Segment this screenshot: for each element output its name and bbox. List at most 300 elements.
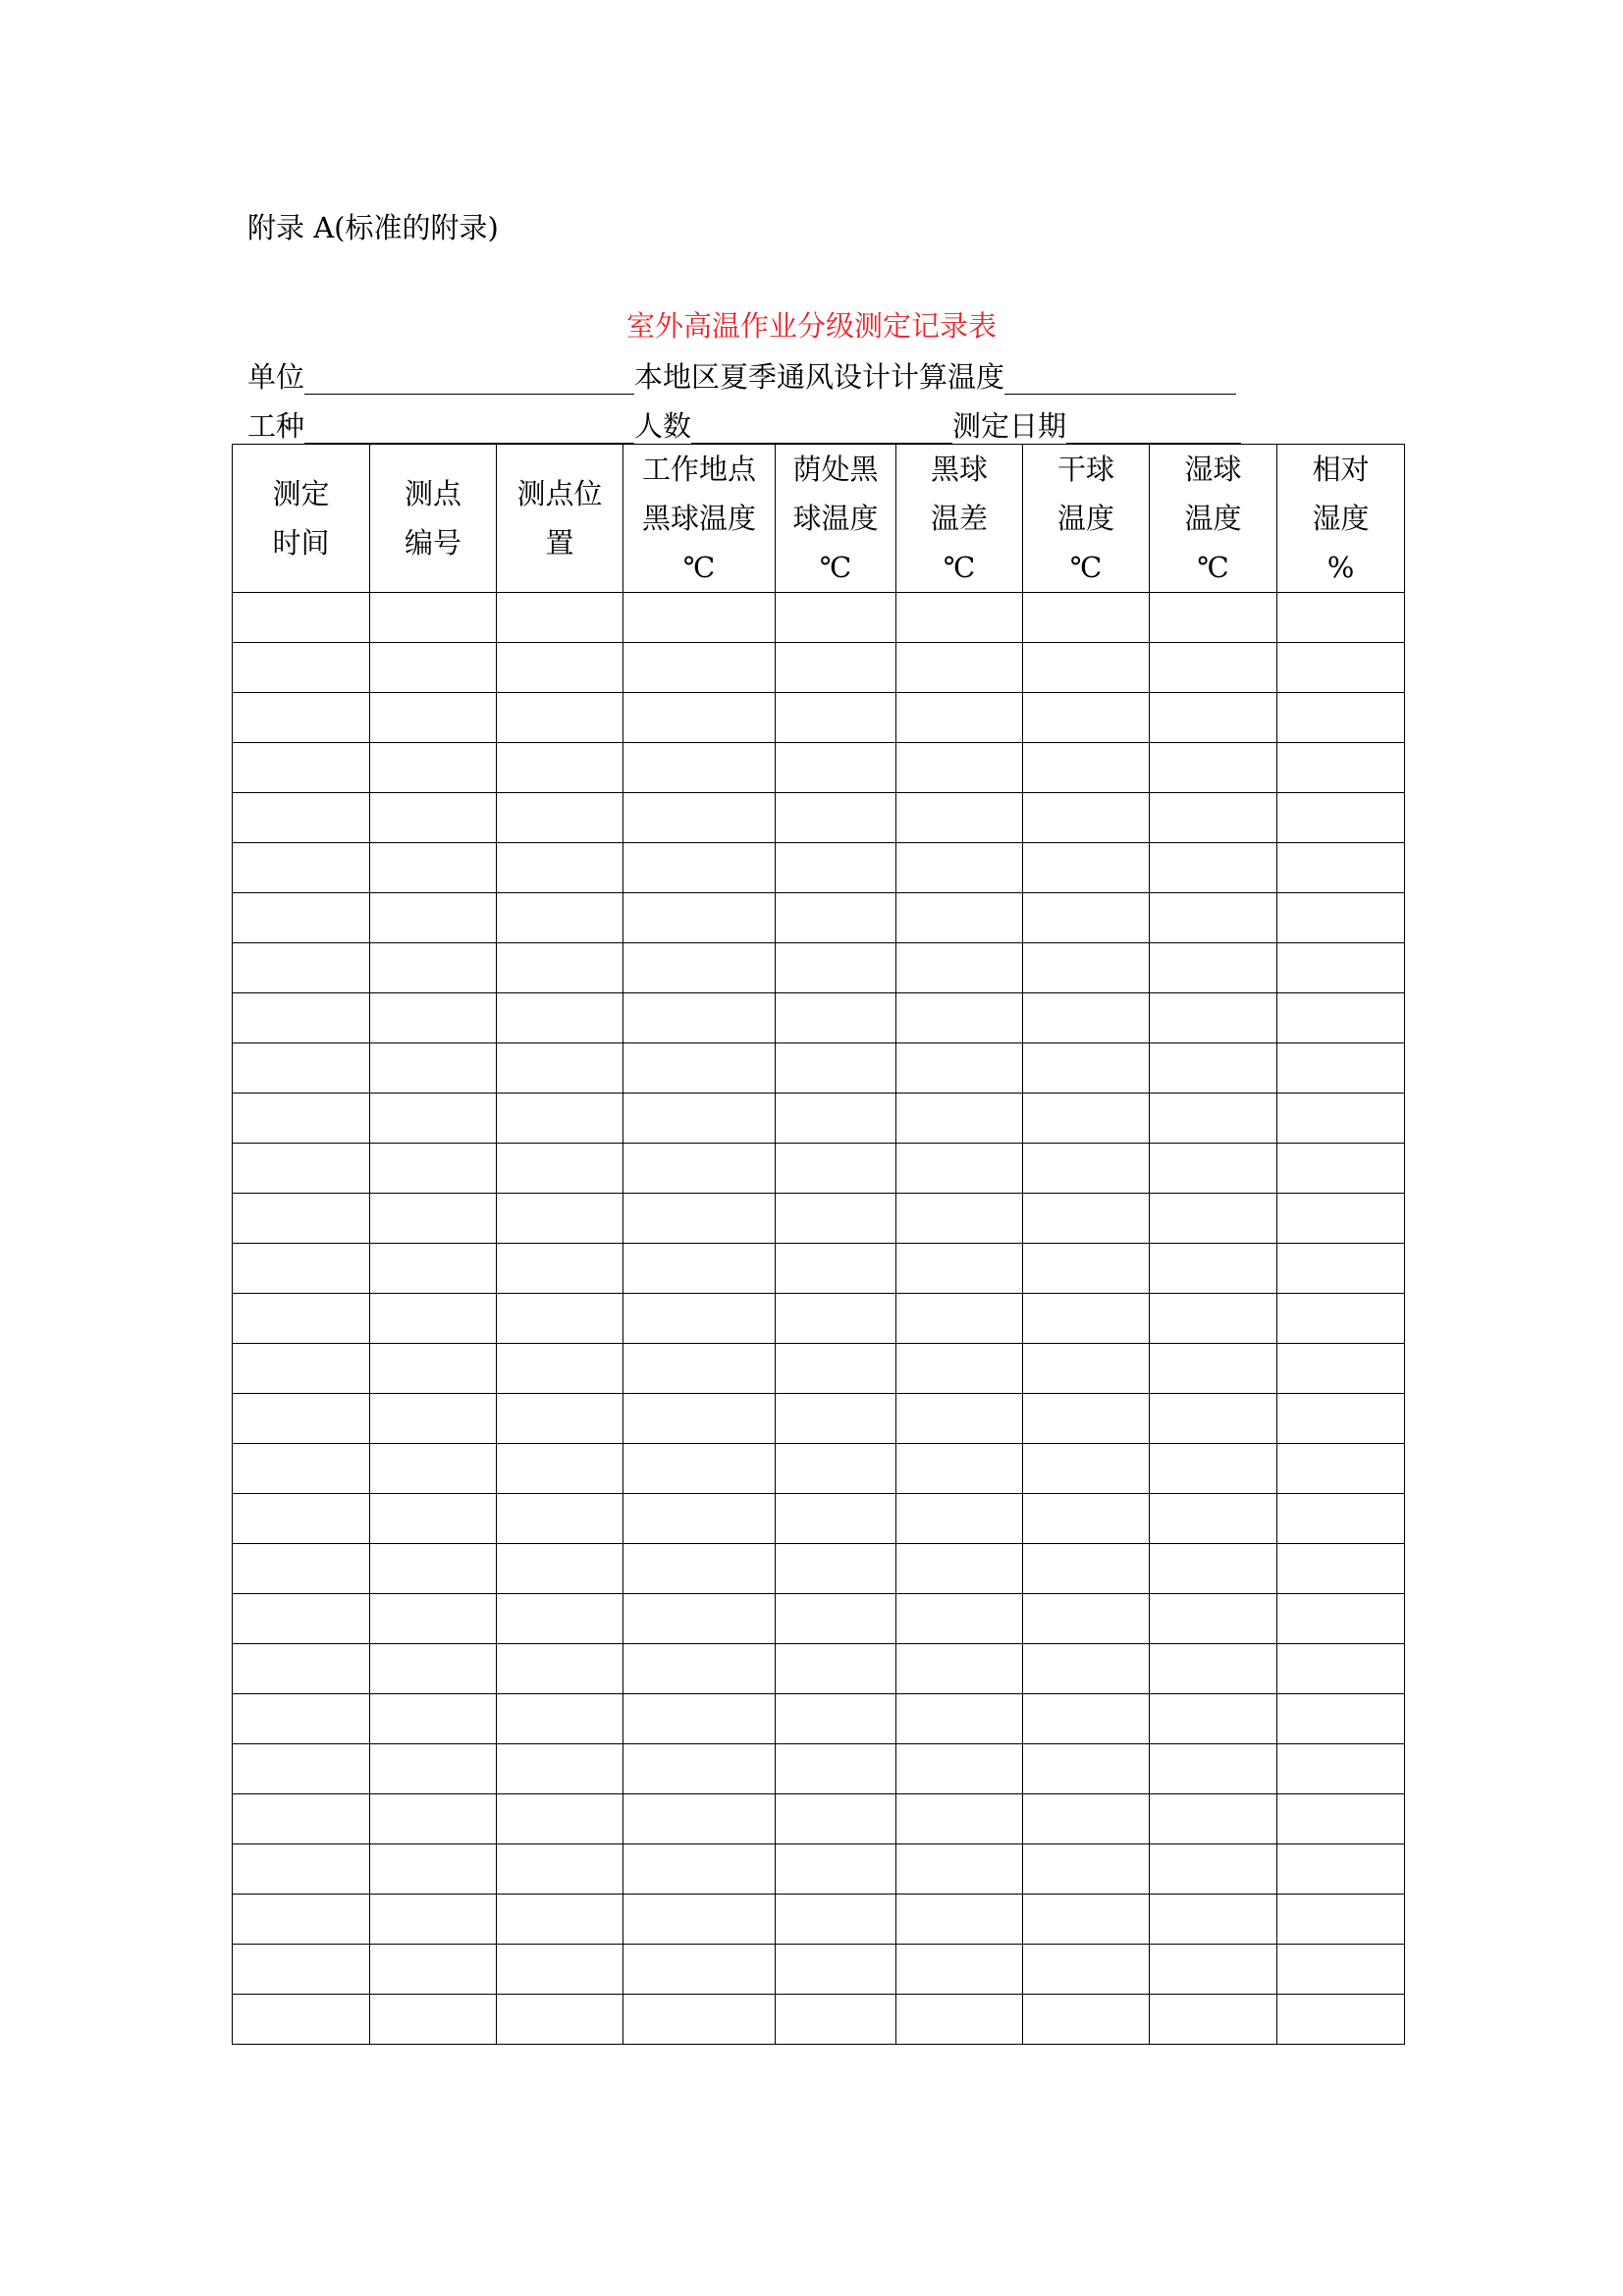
table-cell[interactable] <box>1150 593 1277 643</box>
table-cell[interactable] <box>1023 1694 1150 1744</box>
table-cell[interactable] <box>233 1244 370 1294</box>
table-cell[interactable] <box>623 1194 776 1244</box>
table-cell[interactable] <box>233 1694 370 1744</box>
table-cell[interactable] <box>1277 1144 1405 1194</box>
table-cell[interactable] <box>370 643 497 693</box>
table-cell[interactable] <box>1277 1744 1405 1794</box>
table-cell[interactable] <box>370 1744 497 1794</box>
table-cell[interactable] <box>776 1043 896 1094</box>
table-cell[interactable] <box>896 993 1023 1043</box>
table-cell[interactable] <box>623 1043 776 1094</box>
table-row <box>233 1043 1405 1094</box>
table-cell[interactable] <box>1277 1194 1405 1244</box>
table-cell[interactable] <box>1277 643 1405 693</box>
table-cell[interactable] <box>896 693 1023 743</box>
table-cell[interactable] <box>370 693 497 743</box>
table-cell[interactable] <box>1023 1844 1150 1895</box>
table-cell[interactable] <box>623 1995 776 2045</box>
table-cell[interactable] <box>1150 1194 1277 1244</box>
table-cell[interactable] <box>776 1895 896 1945</box>
column-header-line: 编号 <box>404 526 461 560</box>
table-cell[interactable] <box>776 1844 896 1895</box>
table-cell[interactable] <box>1150 1644 1277 1694</box>
table-cell[interactable] <box>1150 843 1277 893</box>
table-cell[interactable] <box>1150 1244 1277 1294</box>
table-cell[interactable] <box>896 1544 1023 1594</box>
table-cell[interactable] <box>497 793 623 843</box>
table-cell[interactable] <box>896 1094 1023 1144</box>
table-cell[interactable] <box>776 743 896 793</box>
table-row <box>233 1244 1405 1294</box>
table-cell[interactable] <box>776 1744 896 1794</box>
table-cell[interactable] <box>233 1043 370 1094</box>
column-header-line: ℃ <box>1069 551 1103 584</box>
table-cell[interactable] <box>233 1144 370 1194</box>
table-cell[interactable] <box>233 943 370 993</box>
table-cell[interactable] <box>623 1544 776 1594</box>
table-cell[interactable] <box>776 1494 896 1544</box>
table-cell[interactable] <box>896 1344 1023 1394</box>
table-cell[interactable] <box>370 1294 497 1344</box>
table-cell[interactable] <box>370 1344 497 1394</box>
table-cell[interactable] <box>623 693 776 743</box>
table-cell[interactable] <box>623 993 776 1043</box>
table-cell[interactable] <box>623 1644 776 1694</box>
table-cell[interactable] <box>497 1444 623 1494</box>
table-cell[interactable] <box>1277 1394 1405 1444</box>
table-cell[interactable] <box>623 793 776 843</box>
table-cell[interactable] <box>1150 1995 1277 2045</box>
table-cell[interactable] <box>776 893 896 943</box>
table-cell[interactable] <box>1150 1094 1277 1144</box>
table-cell[interactable] <box>370 1394 497 1444</box>
table-cell[interactable] <box>623 1344 776 1394</box>
table-cell[interactable] <box>1277 1094 1405 1144</box>
table-cell[interactable] <box>1150 1394 1277 1444</box>
table-cell[interactable] <box>233 843 370 893</box>
header-fields-row-2 <box>247 404 1241 448</box>
table-cell[interactable] <box>370 1244 497 1294</box>
table-cell[interactable] <box>896 1194 1023 1244</box>
table-cell[interactable] <box>896 643 1023 693</box>
table-cell[interactable] <box>1277 1945 1405 1995</box>
table-cell[interactable] <box>1023 743 1150 793</box>
table-cell[interactable] <box>1277 743 1405 793</box>
table-cell[interactable] <box>896 1694 1023 1744</box>
summer-temp-blank[interactable] <box>1004 360 1236 395</box>
column-header-line: 温度 <box>1056 502 1114 535</box>
table-cell[interactable] <box>1023 1294 1150 1344</box>
table-cell[interactable] <box>233 643 370 693</box>
table-cell[interactable] <box>233 1294 370 1344</box>
table-cell[interactable] <box>370 593 497 643</box>
table-cell[interactable] <box>497 943 623 993</box>
column-header-line: 温度 <box>1184 502 1242 535</box>
column-header-5 <box>776 445 896 593</box>
table-cell[interactable] <box>623 1744 776 1794</box>
table-cell[interactable] <box>1023 1344 1150 1394</box>
table-row <box>233 1544 1405 1594</box>
table-cell[interactable] <box>896 1043 1023 1094</box>
table-cell[interactable] <box>233 1594 370 1644</box>
table-cell[interactable] <box>497 1945 623 1995</box>
table-cell[interactable] <box>1150 643 1277 693</box>
table-row <box>233 593 1405 643</box>
table-cell[interactable] <box>623 1494 776 1544</box>
table-cell[interactable] <box>623 1844 776 1895</box>
table-cell[interactable] <box>776 1794 896 1844</box>
table-cell[interactable] <box>370 943 497 993</box>
table-cell[interactable] <box>1023 643 1150 693</box>
table-cell[interactable] <box>497 1995 623 2045</box>
table-cell[interactable] <box>1277 1294 1405 1344</box>
table-cell[interactable] <box>1277 1995 1405 2045</box>
table-cell[interactable] <box>776 593 896 643</box>
table-cell[interactable] <box>370 1945 497 1995</box>
table-header <box>233 445 1405 593</box>
table-row <box>233 743 1405 793</box>
job-type-blank[interactable] <box>304 409 634 444</box>
table-cell[interactable] <box>776 943 896 993</box>
table-cell[interactable] <box>370 993 497 1043</box>
table-cell[interactable] <box>497 1294 623 1344</box>
table-cell[interactable] <box>896 743 1023 793</box>
table-cell[interactable] <box>497 1544 623 1594</box>
table-cell[interactable] <box>1023 1594 1150 1644</box>
table-cell[interactable] <box>896 1244 1023 1294</box>
table-cell[interactable] <box>233 743 370 793</box>
table-cell[interactable] <box>776 1694 896 1744</box>
table-cell[interactable] <box>896 1444 1023 1494</box>
table-cell[interactable] <box>1023 1094 1150 1144</box>
table-cell[interactable] <box>1277 1043 1405 1094</box>
column-header-line: 测点位 <box>516 477 603 510</box>
table-cell[interactable] <box>233 1644 370 1694</box>
table-cell[interactable] <box>776 1945 896 1995</box>
table-cell[interactable] <box>896 1144 1023 1194</box>
table-cell[interactable] <box>233 1895 370 1945</box>
table-cell[interactable] <box>1277 1794 1405 1844</box>
column-header-line: 球温度 <box>792 502 879 535</box>
table-cell[interactable] <box>1277 893 1405 943</box>
table-cell[interactable] <box>1150 943 1277 993</box>
table-cell[interactable] <box>370 1043 497 1094</box>
table-cell[interactable] <box>1150 1344 1277 1394</box>
table-cell[interactable] <box>1150 693 1277 743</box>
table-cell[interactable] <box>233 1394 370 1444</box>
table-cell[interactable] <box>896 893 1023 943</box>
table-cell[interactable] <box>497 1043 623 1094</box>
table-cell[interactable] <box>1277 693 1405 743</box>
table-cell[interactable] <box>1277 1594 1405 1644</box>
table-cell[interactable] <box>497 893 623 943</box>
table-cell[interactable] <box>896 1494 1023 1544</box>
table-cell[interactable] <box>1150 993 1277 1043</box>
table-cell[interactable] <box>623 1594 776 1644</box>
column-header-line: 湿度 <box>1312 502 1370 535</box>
table-cell[interactable] <box>1150 1544 1277 1594</box>
table-cell[interactable] <box>1150 1294 1277 1344</box>
table-cell[interactable] <box>776 1444 896 1494</box>
table-cell[interactable] <box>776 1094 896 1144</box>
table-cell[interactable] <box>1150 1043 1277 1094</box>
table-cell[interactable] <box>497 1494 623 1544</box>
table-cell[interactable] <box>1150 1594 1277 1644</box>
table-cell[interactable] <box>1150 1144 1277 1194</box>
table-cell[interactable] <box>1277 793 1405 843</box>
table-cell[interactable] <box>1023 1945 1150 1995</box>
table-cell[interactable] <box>497 1895 623 1945</box>
table-cell[interactable] <box>497 1794 623 1844</box>
column-header-line: % <box>1326 551 1355 584</box>
table-cell[interactable] <box>776 1244 896 1294</box>
table-cell[interactable] <box>497 1694 623 1744</box>
table-cell[interactable] <box>1277 1844 1405 1895</box>
table-cell[interactable] <box>370 1644 497 1694</box>
table-cell[interactable] <box>497 643 623 693</box>
table-cell[interactable] <box>1023 1644 1150 1694</box>
table-cell[interactable] <box>233 1995 370 2045</box>
headcount-blank[interactable] <box>691 409 952 444</box>
table-cell[interactable] <box>497 1194 623 1244</box>
table-cell[interactable] <box>896 1294 1023 1344</box>
column-header-line: 干球 <box>1056 453 1114 486</box>
table-cell[interactable] <box>896 593 1023 643</box>
table-cell[interactable] <box>623 1094 776 1144</box>
table-cell[interactable] <box>497 1844 623 1895</box>
table-cell[interactable] <box>1023 1544 1150 1594</box>
table-row <box>233 943 1405 993</box>
table-cell[interactable] <box>776 993 896 1043</box>
table-cell[interactable] <box>497 593 623 643</box>
table-cell[interactable] <box>896 1945 1023 1995</box>
table-cell[interactable] <box>1150 1694 1277 1744</box>
table-cell[interactable] <box>1023 1194 1150 1244</box>
table-cell[interactable] <box>497 1244 623 1294</box>
table-cell[interactable] <box>896 1644 1023 1694</box>
table-cell[interactable] <box>896 1744 1023 1794</box>
table-cell[interactable] <box>497 1094 623 1144</box>
table-row <box>233 1294 1405 1344</box>
table-cell[interactable] <box>1277 843 1405 893</box>
table-cell[interactable] <box>776 643 896 693</box>
table-cell[interactable] <box>1023 943 1150 993</box>
table-cell[interactable] <box>1150 1844 1277 1895</box>
table-cell[interactable] <box>233 1794 370 1844</box>
table-cell[interactable] <box>497 743 623 793</box>
table-cell[interactable] <box>497 1394 623 1444</box>
table-cell[interactable] <box>1023 1394 1150 1444</box>
table-cell[interactable] <box>1150 1444 1277 1494</box>
table-cell[interactable] <box>776 1294 896 1344</box>
column-header-8 <box>1150 445 1277 593</box>
table-cell[interactable] <box>896 843 1023 893</box>
table-cell[interactable] <box>497 993 623 1043</box>
table-cell[interactable] <box>233 993 370 1043</box>
table-cell[interactable] <box>776 843 896 893</box>
table-cell[interactable] <box>233 593 370 643</box>
table-cell[interactable] <box>370 743 497 793</box>
table-cell[interactable] <box>623 1694 776 1744</box>
table-cell[interactable] <box>370 1895 497 1945</box>
table-cell[interactable] <box>1150 743 1277 793</box>
table-cell[interactable] <box>1150 1945 1277 1995</box>
table-cell[interactable] <box>233 1194 370 1244</box>
table-cell[interactable] <box>370 1594 497 1644</box>
table-cell[interactable] <box>1277 943 1405 993</box>
table-cell[interactable] <box>233 1494 370 1544</box>
table-cell[interactable] <box>1150 1494 1277 1544</box>
unit-blank[interactable] <box>304 360 634 395</box>
table-cell[interactable] <box>497 1744 623 1794</box>
table-cell[interactable] <box>623 943 776 993</box>
table-cell[interactable] <box>233 1094 370 1144</box>
table-cell[interactable] <box>623 1945 776 1995</box>
table-cell[interactable] <box>1277 993 1405 1043</box>
table-cell[interactable] <box>776 1594 896 1644</box>
table-cell[interactable] <box>233 1444 370 1494</box>
table-cell[interactable] <box>1023 1895 1150 1945</box>
table-row <box>233 1594 1405 1644</box>
table-cell[interactable] <box>1277 1895 1405 1945</box>
table-cell[interactable] <box>233 1844 370 1895</box>
table-cell[interactable] <box>497 843 623 893</box>
table-cell[interactable] <box>623 1794 776 1844</box>
table-cell[interactable] <box>1023 793 1150 843</box>
table-cell[interactable] <box>370 1094 497 1144</box>
table-cell[interactable] <box>896 943 1023 993</box>
table-row <box>233 1144 1405 1194</box>
table-row <box>233 643 1405 693</box>
table-cell[interactable] <box>776 693 896 743</box>
table-cell[interactable] <box>623 743 776 793</box>
table-cell[interactable] <box>1277 1644 1405 1694</box>
table-cell[interactable] <box>370 1544 497 1594</box>
table-cell[interactable] <box>623 593 776 643</box>
table-cell[interactable] <box>623 1444 776 1494</box>
table-cell[interactable] <box>1277 1344 1405 1394</box>
table-cell[interactable] <box>1023 1244 1150 1294</box>
table-cell[interactable] <box>896 1895 1023 1945</box>
table-cell[interactable] <box>896 793 1023 843</box>
table-cell[interactable] <box>1277 1444 1405 1494</box>
table-cell[interactable] <box>497 1344 623 1394</box>
table-row <box>233 1794 1405 1844</box>
table-cell[interactable] <box>623 1144 776 1194</box>
table-cell[interactable] <box>1277 1494 1405 1544</box>
table-cell[interactable] <box>776 1995 896 2045</box>
table-cell[interactable] <box>896 1844 1023 1895</box>
table-cell[interactable] <box>776 1394 896 1444</box>
table-cell[interactable] <box>1150 1895 1277 1945</box>
table-cell[interactable] <box>1023 1794 1150 1844</box>
table-cell[interactable] <box>1023 1444 1150 1494</box>
table-cell[interactable] <box>1150 893 1277 943</box>
table-cell[interactable] <box>233 893 370 943</box>
unit-label: 单位 <box>247 360 305 394</box>
table-row <box>233 1644 1405 1694</box>
table-cell[interactable] <box>370 1194 497 1244</box>
table-cell[interactable] <box>233 1544 370 1594</box>
table-cell[interactable] <box>896 1594 1023 1644</box>
table-cell[interactable] <box>370 1844 497 1895</box>
table-cell[interactable] <box>1277 593 1405 643</box>
table-cell[interactable] <box>370 843 497 893</box>
table-cell[interactable] <box>776 1194 896 1244</box>
table-cell[interactable] <box>896 1995 1023 2045</box>
table-cell[interactable] <box>1277 1544 1405 1594</box>
table-cell[interactable] <box>776 1544 896 1594</box>
column-header-9 <box>1277 445 1405 593</box>
table-cell[interactable] <box>233 693 370 743</box>
table-cell[interactable] <box>233 1744 370 1794</box>
table-cell[interactable] <box>776 1144 896 1194</box>
table-cell[interactable] <box>497 1594 623 1644</box>
table-cell[interactable] <box>233 1344 370 1394</box>
column-header-7 <box>1023 445 1150 593</box>
table-cell[interactable] <box>1150 793 1277 843</box>
table-cell[interactable] <box>1023 693 1150 743</box>
table-cell[interactable] <box>370 1794 497 1844</box>
table-cell[interactable] <box>370 1694 497 1744</box>
table-cell[interactable] <box>370 893 497 943</box>
table-row <box>233 1744 1405 1794</box>
table-cell[interactable] <box>623 1895 776 1945</box>
table-cell[interactable] <box>776 793 896 843</box>
table-cell[interactable] <box>1023 1043 1150 1094</box>
table-cell[interactable] <box>370 1144 497 1194</box>
table-cell[interactable] <box>1150 1744 1277 1794</box>
table-cell[interactable] <box>896 1394 1023 1444</box>
table-cell[interactable] <box>1023 1494 1150 1544</box>
table-cell[interactable] <box>1023 993 1150 1043</box>
table-cell[interactable] <box>623 893 776 943</box>
table-cell[interactable] <box>1023 893 1150 943</box>
table-cell[interactable] <box>1023 1995 1150 2045</box>
column-header-line: 测定 <box>272 477 330 510</box>
table-cell[interactable] <box>1023 593 1150 643</box>
table-cell[interactable] <box>497 1644 623 1694</box>
table-cell[interactable] <box>1023 1144 1150 1194</box>
table-cell[interactable] <box>623 1294 776 1344</box>
table-cell[interactable] <box>233 793 370 843</box>
table-cell[interactable] <box>1277 1244 1405 1294</box>
table-cell[interactable] <box>1023 843 1150 893</box>
table-cell[interactable] <box>1023 1744 1150 1794</box>
table-cell[interactable] <box>497 693 623 743</box>
table-cell[interactable] <box>370 1995 497 2045</box>
table-cell[interactable] <box>776 1644 896 1694</box>
table-cell[interactable] <box>623 843 776 893</box>
table-row <box>233 1344 1405 1394</box>
date-blank[interactable] <box>1066 409 1241 444</box>
date-label: 测定日期 <box>952 409 1067 443</box>
table-cell[interactable] <box>233 1945 370 1995</box>
summer-temp-label: 本地区夏季通风设计计算温度 <box>634 360 1005 394</box>
table-cell[interactable] <box>370 793 497 843</box>
table-cell[interactable] <box>776 1344 896 1394</box>
table-cell[interactable] <box>896 1794 1023 1844</box>
table-cell[interactable] <box>623 1394 776 1444</box>
table-row <box>233 843 1405 893</box>
table-cell[interactable] <box>623 1244 776 1294</box>
table-cell[interactable] <box>623 643 776 693</box>
table-cell[interactable] <box>497 1144 623 1194</box>
table-cell[interactable] <box>1150 1794 1277 1844</box>
table-cell[interactable] <box>370 1444 497 1494</box>
table-cell[interactable] <box>1277 1694 1405 1744</box>
table-cell[interactable] <box>370 1494 497 1544</box>
